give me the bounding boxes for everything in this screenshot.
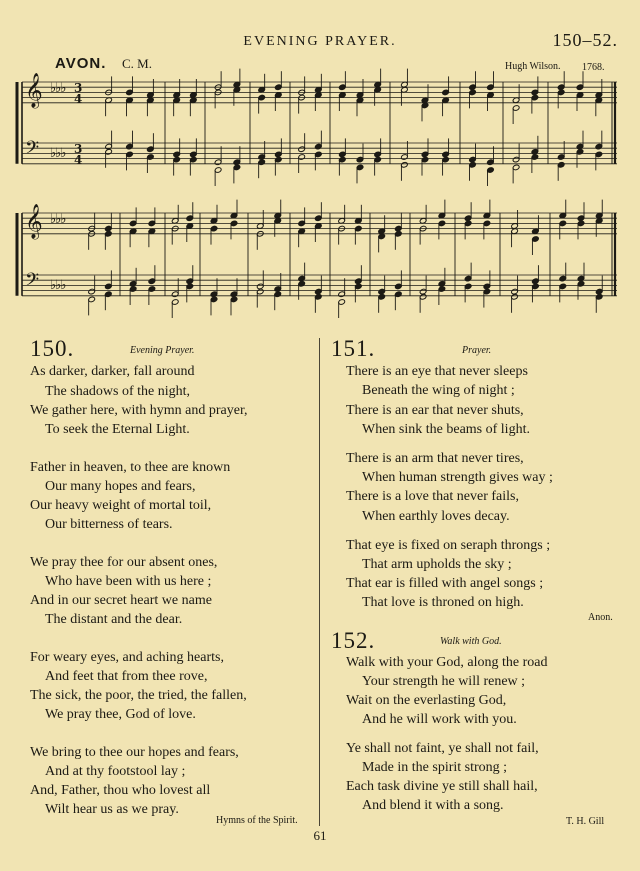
hymn-number: 151.	[331, 336, 376, 361]
verse-line: There is a love that never fails,	[346, 489, 519, 504]
key-signature: ♭♭♭	[50, 81, 66, 96]
key-signature: ♭♭♭	[50, 212, 66, 227]
key-signature: ♭♭♭	[50, 146, 66, 161]
treble-clef: 𝄞	[25, 73, 43, 108]
time-signature-bottom: 4	[74, 92, 83, 106]
hymn-number: 152.	[331, 628, 376, 653]
verse-line: For weary eyes, and aching hearts,	[30, 650, 224, 665]
hymn-attribution: Anon.	[588, 612, 613, 623]
time-signature-top: 3	[74, 81, 83, 95]
verse-line: There is an eye that never sleeps	[346, 364, 528, 379]
verse-line: Ye shall not faint, ye shall not fail,	[346, 741, 539, 756]
key-signature: ♭♭♭	[50, 278, 66, 293]
verse-line: And at thy footstool lay ;	[45, 764, 186, 779]
verse-line: And feet that from thee rove,	[45, 669, 208, 684]
hymn-title: Evening Prayer.	[130, 345, 195, 356]
verse-line: As darker, darker, fall around	[30, 364, 195, 379]
running-title: EVENING PRAYER.	[243, 34, 397, 49]
time-signature-top: 3	[74, 142, 83, 156]
verse-line: There is an arm that never tires,	[346, 451, 524, 466]
verse-line: The sick, the poor, the tried, the fallen,	[30, 688, 247, 703]
verse-line: Your strength he will renew ;	[362, 674, 526, 689]
bass-clef: 𝄢	[25, 138, 40, 163]
verse-line: Each task divine ye still shall hail,	[346, 779, 538, 794]
verse-line: That love is throned on high.	[362, 595, 524, 610]
verse-line: Beneath the wing of night ;	[362, 383, 515, 398]
verse-line: When sink the beams of light.	[362, 422, 530, 437]
tune-meter: C. M.	[122, 56, 152, 71]
composer-year: 1768.	[582, 62, 605, 73]
hymn-title: Walk with God.	[440, 636, 502, 647]
verse-line: We pray thee, God of love.	[45, 707, 196, 722]
verse-line: We gather here, with hymn and prayer,	[30, 403, 248, 418]
verse-line: Wilt hear us as we pray.	[45, 802, 179, 817]
verse-line: The distant and the dear.	[45, 612, 183, 627]
verse-line: Our heavy weight of mortal toil,	[30, 498, 212, 513]
verse-line: Walk with your God, along the road	[346, 655, 548, 670]
verse-line: Wait on the everlasting God,	[346, 693, 507, 708]
verse-line: Our many hopes and fears,	[45, 479, 196, 494]
sheet-music	[0, 0, 640, 330]
verse-line: We pray thee for our absent ones,	[30, 555, 218, 570]
verse-line: We bring to thee our hopes and fears,	[30, 745, 239, 760]
hymn-attribution: T. H. Gill	[566, 816, 605, 827]
verse-line: And, Father, thou who lovest all	[30, 783, 211, 798]
verse-line: That arm upholds the sky ;	[362, 557, 512, 572]
verse-line: That ear is filled with angel songs ;	[346, 576, 544, 591]
treble-clef: 𝄞	[25, 204, 43, 239]
hymn-attribution: Hymns of the Spirit.	[216, 815, 298, 826]
verse-line: When earthly loves decay.	[362, 509, 510, 524]
verse-line: To seek the Eternal Light.	[45, 422, 190, 437]
verse-line: Who have been with us here ;	[45, 574, 212, 589]
verse-line: When human strength gives way ;	[362, 470, 553, 485]
composer: Hugh Wilson.	[505, 61, 561, 72]
hymn-title: Prayer.	[462, 345, 492, 356]
hymn-number: 150.	[30, 336, 75, 361]
bass-clef: 𝄢	[25, 270, 40, 295]
verse-line: Our bitterness of tears.	[45, 517, 173, 532]
verse-line: Father in heaven, to thee are known	[30, 460, 231, 475]
verse-line: That eye is fixed on seraph throngs ;	[346, 538, 551, 553]
verse-line: And blend it with a song.	[362, 798, 504, 813]
verse-line: There is an ear that never shuts,	[346, 403, 524, 418]
page-number: 61	[313, 828, 327, 843]
tune-name: AVON.	[55, 55, 107, 72]
time-signature-bottom: 4	[74, 153, 83, 167]
verse-line: Made in the spirit strong ;	[362, 760, 508, 775]
verse-line: And he will work with you.	[362, 712, 517, 727]
column-divider	[319, 338, 320, 826]
verse-line: The shadows of the night,	[45, 384, 191, 399]
verse-line: And in our secret heart we name	[30, 593, 212, 608]
hymn-range: 150–52.	[552, 30, 618, 50]
